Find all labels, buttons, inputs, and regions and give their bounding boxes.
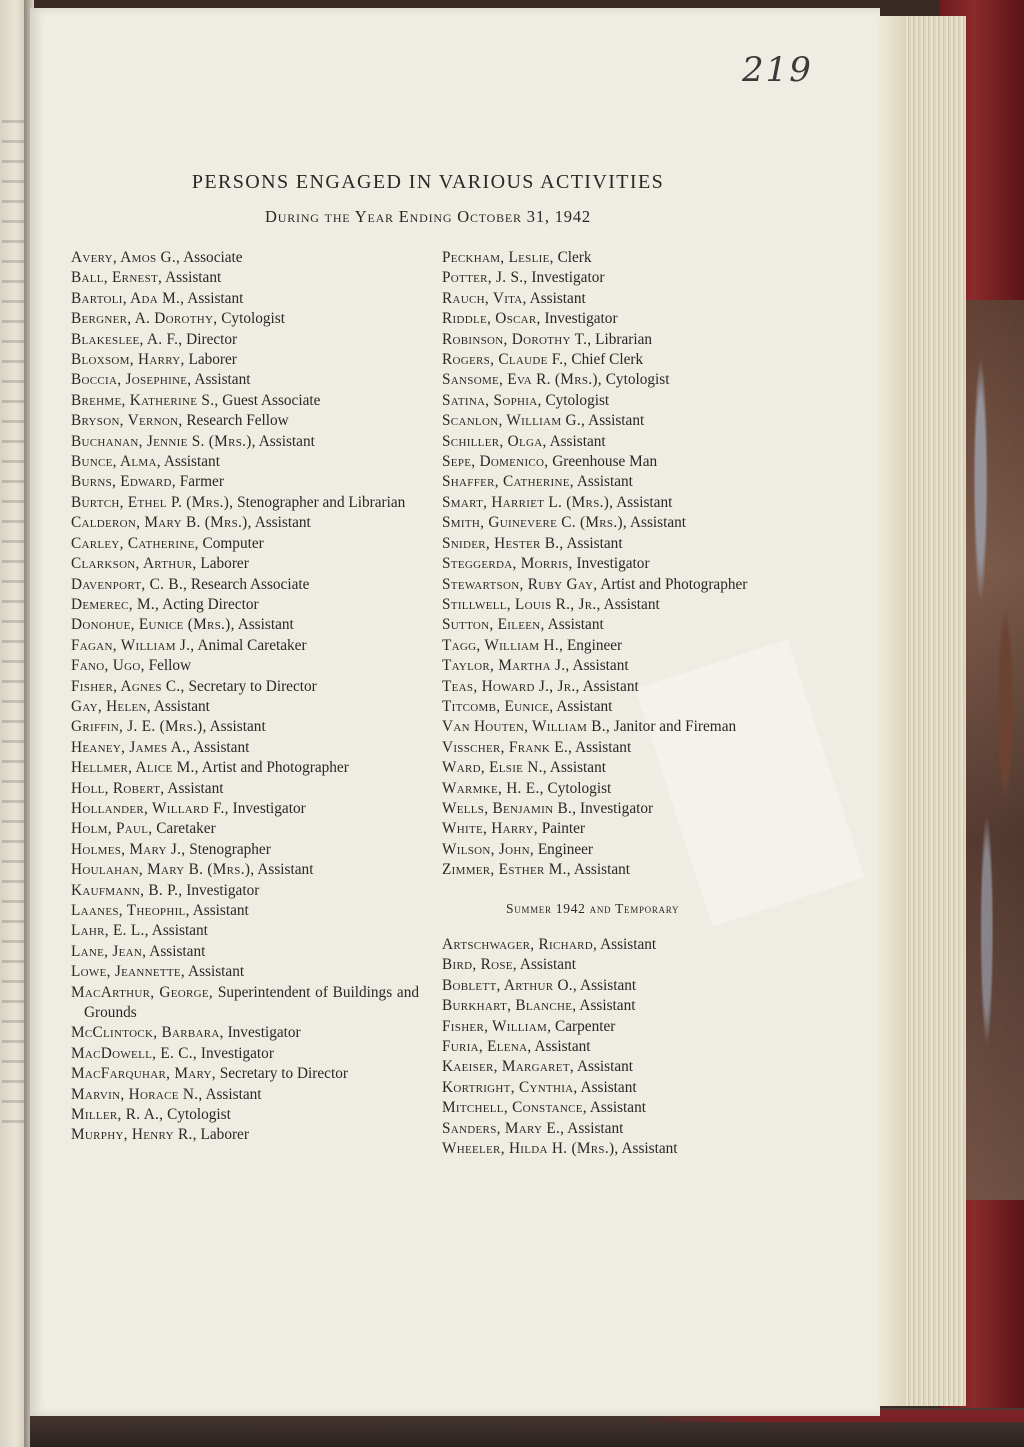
person-role: Assistant — [188, 963, 245, 981]
list-item — [442, 738, 822, 758]
person-name: Visscher, Frank E., — [442, 738, 573, 756]
page-edges-front — [876, 16, 906, 1406]
person-name: Rogers, Claude F., — [442, 351, 568, 369]
list-item — [71, 636, 419, 656]
list-item — [71, 962, 419, 982]
person-role: Assistant — [567, 1119, 624, 1137]
list-item — [442, 595, 822, 615]
person-role: Director — [186, 330, 238, 348]
person-name: Fisher, William, — [442, 1017, 552, 1035]
list-item — [442, 819, 822, 839]
marbled-endpaper — [962, 300, 1024, 1200]
person-role: Computer — [202, 534, 264, 552]
list-item — [442, 758, 822, 778]
person-role: Secretary to Director — [219, 1065, 348, 1083]
list-item — [442, 717, 822, 737]
person-name: MacFarquhar, Mary, — [71, 1065, 216, 1083]
list-item — [442, 452, 822, 472]
person-role: Laborer — [188, 351, 237, 369]
person-name: Holmes, Mary J., — [71, 840, 186, 858]
person-role: Farmer — [179, 473, 224, 491]
list-item — [71, 1125, 419, 1145]
person-name: Lane, Jean, — [71, 942, 147, 960]
person-name: Fisher, Agnes C., — [71, 677, 185, 695]
person-role: Assistant — [187, 289, 244, 307]
list-item — [71, 248, 419, 268]
person-name: Wheeler, Hilda H. (Mrs.), — [442, 1140, 619, 1158]
person-name: Marvin, Horace N., — [71, 1085, 203, 1103]
list-item — [71, 411, 419, 431]
person-name: Sutton, Eileen, — [442, 616, 545, 634]
person-name: Sepe, Domenico, — [442, 453, 549, 471]
person-role: Assistant — [549, 759, 606, 777]
person-name: Taylor, Martha J., — [442, 657, 570, 675]
list-item — [442, 534, 822, 554]
person-role: Investigator — [186, 881, 260, 899]
person-role: Assistant — [572, 657, 629, 675]
list-item — [71, 513, 419, 533]
list-item — [71, 472, 419, 492]
page-title: PERSONS ENGAGED IN VARIOUS ACTIVITIES — [191, 171, 665, 193]
list-item — [71, 656, 419, 676]
person-role: Stenographer — [189, 840, 271, 858]
list-item — [71, 615, 419, 635]
person-name: Davenport, C. B., — [71, 575, 188, 593]
list-item — [71, 1044, 419, 1064]
person-role: Assistant — [258, 432, 315, 450]
list-item — [442, 955, 822, 975]
person-role: Assistant — [582, 677, 639, 695]
person-role: Assistant — [621, 1140, 678, 1158]
list-item — [71, 309, 419, 329]
person-role: Assistant — [547, 616, 604, 634]
list-item — [442, 615, 822, 635]
list-item — [442, 309, 822, 329]
list-item — [442, 1037, 822, 1057]
person-role: Cytologist — [167, 1106, 231, 1124]
person-role: Librarian — [595, 330, 653, 348]
person-role: Assistant — [576, 473, 633, 491]
person-role: Assistant — [193, 738, 250, 756]
person-name: Bunce, Alma, — [71, 453, 161, 471]
facing-page-text-marks — [2, 120, 24, 1140]
person-name: Miller, R. A., — [71, 1106, 164, 1124]
list-item — [442, 391, 822, 411]
person-name: Holm, Paul, — [71, 820, 153, 838]
person-role: Assistant — [556, 697, 613, 715]
person-role: Assistant — [205, 1085, 262, 1103]
person-name: Kortright, Cynthia, — [442, 1078, 578, 1096]
person-name: Avery, Amos G., — [71, 249, 181, 266]
summer-temporary-list — [442, 935, 822, 1159]
person-name: White, Harry, — [442, 820, 538, 838]
person-role: Assistant — [167, 779, 224, 797]
person-name: Brehme, Katherine S., — [71, 391, 219, 409]
person-name: Heaney, James A., — [71, 738, 191, 756]
list-item — [71, 677, 419, 697]
person-name: Smith, Guinevere C. (Mrs.), — [442, 514, 627, 532]
summer-temporary-heading: Summer 1942 and Temporary — [506, 900, 680, 916]
list-item — [71, 452, 419, 472]
list-item — [442, 513, 822, 533]
person-role: Assistant — [588, 412, 645, 430]
list-item — [442, 330, 822, 350]
list-item — [71, 1064, 419, 1084]
list-item — [71, 942, 419, 962]
person-name: Stewartson, Ruby Gay, — [442, 575, 598, 593]
person-name: Bloxsom, Harry, — [71, 351, 185, 369]
list-item — [442, 799, 822, 819]
list-item — [71, 799, 419, 819]
person-role: Greenhouse Man — [552, 453, 658, 471]
person-role: Assistant — [579, 997, 636, 1015]
person-role: Assistant — [573, 861, 631, 879]
person-name: Fagan, William J., — [71, 636, 195, 654]
person-name: Carley, Catherine, — [71, 534, 199, 552]
list-item — [71, 881, 419, 901]
list-item — [442, 996, 822, 1016]
person-name: Gay, Helen, — [71, 697, 151, 715]
person-name: Warmke, H. E., — [442, 779, 544, 797]
person-role: Assistant — [194, 371, 251, 389]
person-role: Caretaker — [156, 820, 216, 838]
person-name: Wilson, John, — [442, 840, 534, 858]
person-role: Assistant — [254, 514, 311, 532]
facing-page-edge — [0, 0, 26, 1447]
list-item — [442, 1119, 822, 1139]
person-name: Lowe, Jeannette, — [71, 963, 186, 981]
list-item — [71, 779, 419, 799]
person-role: Investigator — [544, 310, 618, 328]
person-name: Burkhart, Blanche, — [442, 997, 577, 1015]
document-page — [30, 8, 880, 1416]
person-role: Janitor and Fireman — [613, 718, 737, 736]
person-role: Assistant — [151, 922, 208, 940]
person-name: Snider, Hester B., — [442, 534, 564, 552]
list-item — [71, 370, 419, 390]
person-role: Assistant — [575, 738, 632, 756]
list-item — [71, 1085, 419, 1105]
person-role: Engineer — [566, 636, 623, 654]
person-name: Blakeslee, A. F., — [71, 330, 183, 348]
person-role: Assistant — [576, 1058, 634, 1076]
list-item — [442, 935, 822, 955]
person-name: Schiller, Olga, — [442, 432, 547, 450]
person-name: Fano, Ugo, — [71, 657, 145, 675]
list-item — [442, 248, 822, 268]
person-role: Chief Clerk — [571, 351, 644, 369]
list-item — [71, 391, 419, 411]
person-name: Burtch, Ethel P. (Mrs.), — [71, 493, 234, 511]
person-role: Research Fellow — [186, 412, 289, 430]
person-name: Houlahan, Mary B. (Mrs.), — [71, 861, 255, 879]
list-item — [71, 921, 419, 941]
list-item — [442, 1098, 822, 1118]
list-item — [71, 819, 419, 839]
person-role: Assistant — [589, 1099, 646, 1117]
list-item — [71, 595, 419, 615]
list-item — [71, 493, 419, 513]
list-item — [71, 350, 419, 370]
person-name: Demerec, M., — [71, 595, 160, 613]
person-name: Smart, Harriet L. (Mrs.), — [442, 493, 614, 511]
person-role: Assistant — [257, 861, 314, 879]
person-name: Ball, Ernest, — [71, 269, 163, 287]
person-role: Assistant — [549, 432, 606, 450]
person-role: Investigator — [580, 799, 654, 817]
person-role: Assistant — [149, 942, 206, 960]
list-item — [71, 697, 419, 717]
person-name: Buchanan, Jennie S. (Mrs.), — [71, 432, 256, 450]
person-role: Artist and Photographer — [600, 575, 748, 593]
list-item — [71, 758, 419, 778]
person-name: Griffin, J. E. (Mrs.), — [71, 718, 207, 736]
person-role: Assistant — [580, 1078, 637, 1096]
person-role: Assistant — [603, 595, 660, 613]
person-role: Painter — [541, 820, 586, 838]
list-item — [71, 1105, 419, 1125]
person-name: Burns, Edward, — [71, 473, 176, 491]
person-role: Investigator — [232, 799, 306, 817]
list-item — [71, 840, 419, 860]
list-item — [71, 983, 419, 1024]
person-name: Mitchell, Constance, — [442, 1099, 587, 1117]
person-role: Assistant — [153, 697, 210, 715]
list-item — [71, 738, 419, 758]
list-item — [71, 1023, 419, 1043]
person-name: Holl, Robert, — [71, 779, 165, 797]
list-item — [442, 370, 822, 390]
person-role: Cytologist — [547, 779, 612, 797]
list-item — [442, 860, 822, 880]
person-name: Robinson, Dorothy T., — [442, 330, 592, 348]
person-name: Ward, Elsie N., — [442, 759, 547, 777]
page-subtitle: During the Year Ending October 31, 1942 — [265, 207, 591, 226]
list-item — [442, 411, 822, 431]
list-item — [442, 840, 822, 860]
person-name: Bartoli, Ada M., — [71, 289, 185, 307]
person-role: Assistant — [529, 289, 586, 307]
list-item — [442, 976, 822, 996]
person-name: Sanders, Mary E., — [442, 1119, 565, 1137]
person-name: Stillwell, Louis R., Jr., — [442, 595, 601, 613]
person-name: Sansome, Eva R. (Mrs.), — [442, 371, 602, 389]
person-name: Donohue, Eunice (Mrs.), — [71, 616, 235, 634]
list-item — [71, 860, 419, 880]
person-name: Van Houten, William B., — [442, 718, 610, 736]
list-item — [71, 268, 419, 288]
person-role: Laborer — [200, 555, 249, 573]
handwritten-page-number: 219 — [742, 50, 813, 90]
list-item — [442, 1078, 822, 1098]
person-role: Investigator — [576, 555, 650, 573]
person-role: Engineer — [537, 840, 594, 858]
person-role: Assistant — [237, 616, 294, 634]
list-item — [442, 1139, 822, 1159]
list-item — [442, 268, 822, 288]
list-item — [442, 432, 822, 452]
list-item — [442, 289, 822, 309]
person-role: Animal Caretaker — [197, 636, 307, 654]
list-item — [442, 779, 822, 799]
list-item — [71, 901, 419, 921]
person-name: Murphy, Henry R., — [71, 1126, 197, 1144]
person-role: Carpenter — [555, 1017, 616, 1035]
person-role: Research Associate — [190, 575, 310, 593]
person-name: Satina, Sophia, — [442, 391, 542, 409]
person-name: Bird, Rose, — [442, 956, 517, 974]
list-item — [442, 493, 822, 513]
person-name: MacDowell, E. C., — [71, 1044, 198, 1062]
person-role: Assistant — [209, 718, 266, 736]
list-item — [71, 534, 419, 554]
person-name: Kaeiser, Margaret, — [442, 1058, 574, 1076]
person-name: Boccia, Josephine, — [71, 371, 192, 389]
person-name: Zimmer, Esther M., — [442, 861, 571, 879]
person-name: Furia, Elena, — [442, 1038, 532, 1056]
person-role: Acting Director — [162, 595, 259, 613]
person-role: Assistant — [629, 514, 687, 532]
person-role: Fellow — [148, 657, 192, 675]
person-role: Investigator — [531, 269, 605, 287]
person-role: Associate — [183, 249, 243, 266]
list-item — [71, 717, 419, 737]
person-role: Assistant — [580, 976, 637, 994]
right-column-list — [442, 248, 822, 1159]
person-name: MacArthur, George, — [71, 983, 214, 1001]
person-name: Bryson, Vernon, — [71, 412, 183, 430]
person-name: Kaufmann, B. P., — [71, 881, 183, 899]
list-item — [442, 677, 822, 697]
list-item — [71, 432, 419, 452]
list-item — [442, 575, 822, 595]
list-item — [442, 472, 822, 492]
person-role: Cytologist — [545, 391, 610, 409]
person-role: Assistant — [163, 453, 220, 471]
list-item — [71, 289, 419, 309]
person-role: Laborer — [200, 1126, 249, 1144]
person-name: Bergner, A. Dorothy, — [71, 310, 218, 328]
person-name: Tagg, William H., — [442, 636, 564, 654]
person-name: Artschwager, Richard, — [442, 936, 598, 953]
person-role: Cytologist — [605, 371, 670, 389]
person-name: Shaffer, Catherine, — [442, 473, 574, 491]
list-item — [71, 575, 419, 595]
left-column-list — [71, 248, 419, 1146]
person-name: Boblett, Arthur O., — [442, 976, 578, 994]
person-role: Assistant — [165, 269, 222, 287]
list-item — [442, 554, 822, 574]
list-item — [71, 330, 419, 350]
person-role: Assistant — [616, 493, 673, 511]
person-name: Potter, J. S., — [442, 269, 528, 287]
person-name: Steggerda, Morris, — [442, 555, 573, 573]
person-role: Artist and Photographer — [201, 759, 349, 777]
list-item — [442, 1057, 822, 1077]
list-item — [442, 636, 822, 656]
person-role: Assistant — [519, 956, 576, 974]
person-role: Assistant — [534, 1038, 591, 1056]
person-role: Cytologist — [221, 310, 285, 328]
person-name: Calderon, Mary B. (Mrs.), — [71, 514, 252, 532]
person-name: Peckham, Leslie, — [442, 249, 554, 266]
person-role: Assistant — [566, 534, 623, 552]
person-name: McClintock, Barbara, — [71, 1024, 224, 1042]
person-name: Riddle, Oscar, — [442, 310, 541, 328]
staff-list-continued — [442, 248, 822, 881]
list-item — [71, 554, 419, 574]
person-name: Titcomb, Eunice, — [442, 697, 554, 715]
person-role: Clerk — [557, 249, 592, 266]
list-item — [442, 656, 822, 676]
person-name: Lahr, E. L., — [71, 922, 149, 940]
person-name: Wells, Benjamin B., — [442, 799, 577, 817]
person-name: Clarkson, Arthur, — [71, 555, 197, 573]
person-role: Assistant — [192, 902, 249, 919]
list-item — [442, 350, 822, 370]
person-name: Laanes, Theophil, — [71, 902, 190, 919]
person-role: Stenographer and Librarian — [237, 493, 406, 511]
person-name: Hollander, Willard F., — [71, 799, 229, 817]
person-role: Assistant — [600, 936, 657, 953]
list-item — [442, 1017, 822, 1037]
person-name: Scanlon, William G., — [442, 412, 586, 430]
person-role: Guest Associate — [222, 391, 321, 409]
person-name: Teas, Howard J., Jr., — [442, 677, 580, 695]
person-role: Secretary to Director — [188, 677, 317, 695]
list-item — [442, 697, 822, 717]
person-role: Superintendent of Buildings and Grounds — [84, 983, 419, 1022]
person-role: Investigator — [200, 1044, 274, 1062]
person-name: Rauch, Vita, — [442, 289, 527, 307]
person-role: Investigator — [227, 1024, 301, 1042]
person-name: Hellmer, Alice M., — [71, 759, 199, 777]
